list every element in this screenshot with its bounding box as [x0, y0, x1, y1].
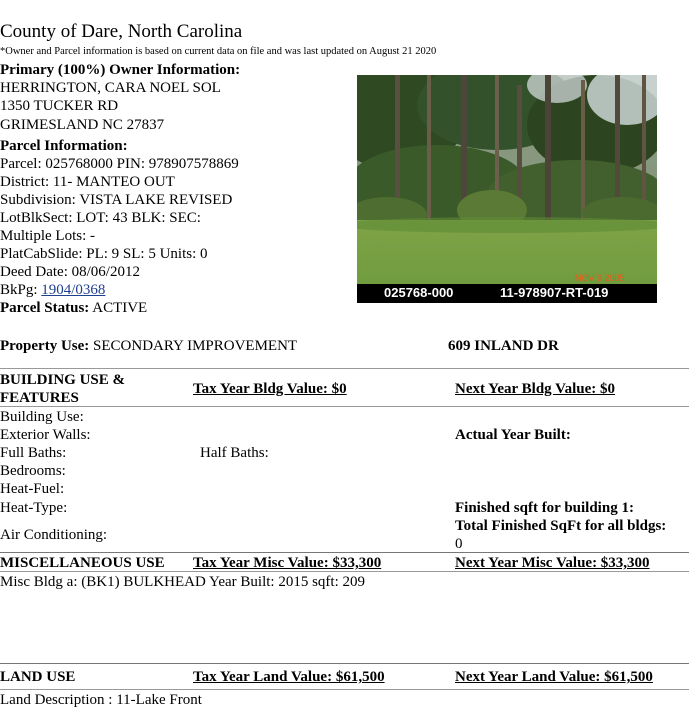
page-title: County of Dare, North Carolina [0, 21, 243, 42]
tax-year-misc-value: Tax Year Misc Value: $33,300 [193, 555, 382, 571]
exterior-walls: Exterior Walls: [0, 427, 91, 443]
tax-year-bldg-value: Tax Year Bldg Value: $0 [193, 381, 347, 397]
tax-year-land-value: Tax Year Land Value: $61,500 [193, 669, 385, 685]
property-use-value: SECONDARY IMPROVEMENT [93, 338, 298, 354]
owner-address-line1: 1350 TUCKER RD [0, 98, 119, 114]
bedrooms: Bedrooms: [0, 463, 66, 479]
parcel-bkpg [0, 281, 105, 299]
photo-caption [357, 284, 657, 303]
next-year-misc-value: Next Year Misc Value: $33,300 [455, 555, 650, 571]
parcel-heading: Parcel Information: [0, 138, 128, 154]
building-use: Building Use: [0, 409, 84, 425]
half-baths: Half Baths: [200, 445, 269, 461]
heat-fuel: Heat-Fuel: [0, 481, 65, 497]
total-finished-sqft: Total Finished SqFt for all bldgs: [455, 518, 667, 534]
heat-type: Heat-Type: [0, 500, 68, 516]
parcel-platcabslide: PlatCabSlide: PL: 9 SL: 5 Units: 0 [0, 246, 208, 262]
air-conditioning: Air Conditioning: [0, 527, 108, 543]
parcel-search-label [24, 0, 66, 2]
full-baths: Full Baths: [0, 445, 67, 461]
bkpg-link[interactable]: 1904/0368 [41, 282, 106, 298]
building-heading-line1: BUILDING USE & [0, 372, 126, 388]
next-year-land-value: Next Year Land Value: $61,500 [455, 669, 653, 685]
misc-building-a: Misc Bldg a: (BK1) BULKHEAD Year Built: 2015 sqft: 209 [0, 574, 365, 590]
parcel-pin: Parcel: 025768000 PIN: 978907578869 [0, 156, 239, 172]
section-divider [0, 663, 689, 664]
section-divider [0, 406, 689, 407]
land-heading: LAND USE [0, 669, 76, 685]
property-use [0, 337, 297, 355]
update-disclaimer: *Owner and Parcel information is based on current data on file and was last updated on August 21 2020 [0, 46, 437, 57]
parcel-district: District: 11- MANTEO OUT [0, 174, 175, 190]
photo-parcel-id: 025768-000 [384, 285, 454, 300]
section-divider [0, 571, 689, 572]
bkpg-label: BkPg: [0, 282, 38, 298]
misc-heading: MISCELLANEOUS USE [0, 555, 165, 571]
nav-link-tax-bill[interactable] [346, 0, 395, 2]
section-divider [0, 552, 689, 553]
top-nav [0, 0, 689, 8]
parcel-lotblksect: LotBlkSect: LOT: 43 BLK: SEC: [0, 210, 201, 226]
owner-address-line2: GRIMESLAND NC 27837 [0, 117, 165, 133]
owner-heading: Primary (100%) Owner Information: [0, 62, 241, 78]
actual-year-built: Actual Year Built: [455, 427, 571, 443]
building-heading-line2: FEATURES [0, 390, 79, 406]
photo-tag: 11-978907-RT-019 [500, 285, 609, 300]
total-finished-sqft-value: 0 [455, 536, 463, 552]
parcel-status-label: Parcel Status: [0, 300, 90, 316]
photo-date-stamp: NOV 9 2005 [575, 273, 625, 283]
section-divider [0, 368, 689, 369]
parcel-status [0, 299, 147, 317]
next-year-bldg-value: Next Year Bldg Value: $0 [455, 381, 616, 397]
land-description: Land Description : 11-Lake Front [0, 692, 202, 708]
nav-link-parcel-data[interactable] [250, 0, 320, 2]
parcel-multiple-lots: Multiple Lots: - [0, 228, 95, 244]
property-use-label: Property Use: [0, 338, 90, 354]
property-photo [357, 75, 657, 303]
owner-name: HERRINGTON, CARA NOEL SOL [0, 80, 221, 96]
parcel-status-value: ACTIVE [92, 300, 148, 316]
section-divider [0, 689, 689, 690]
nav-link-quick-links[interactable] [589, 0, 664, 2]
nav-link-tax-certification[interactable] [420, 0, 522, 2]
nav-link-gis[interactable] [541, 0, 565, 2]
parcel-deed-date: Deed Date: 08/06/2012 [0, 264, 140, 280]
parcel-subdivision: Subdivision: VISTA LAKE REVISED [0, 192, 233, 208]
property-photo-image [357, 75, 657, 303]
property-address: 609 INLAND DR [448, 338, 559, 354]
finished-sqft: Finished sqft for building 1: [455, 500, 634, 516]
